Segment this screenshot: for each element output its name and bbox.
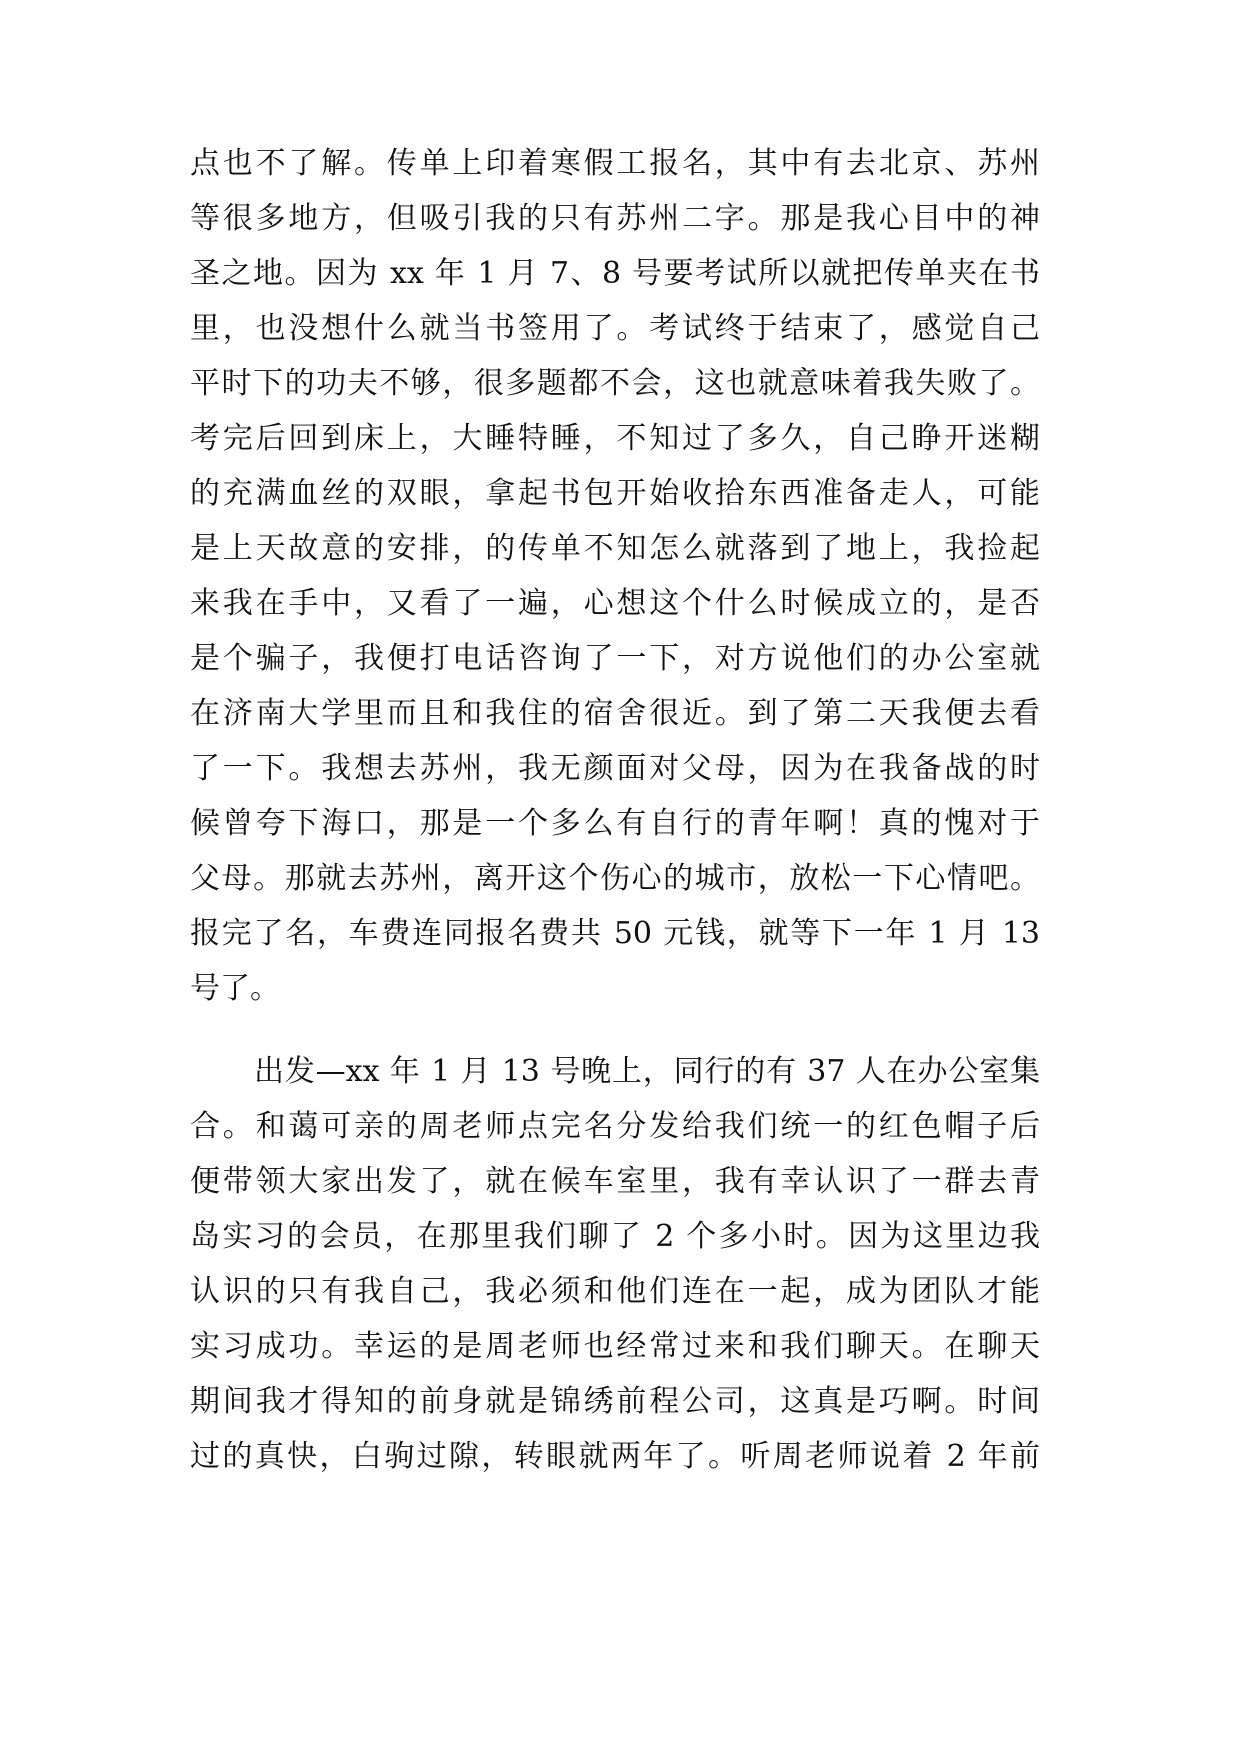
text-line: 认识的只有我自己，我必须和他们连在一起，成为团队才能 — [190, 1274, 1040, 1309]
text-line: 期间我才得知的前身就是锦绣前程公司，这真是巧啊。时间 — [190, 1384, 1040, 1419]
text-line: 合。和蔼可亲的周老师点完名分发给我们统一的红色帽子后 — [190, 1109, 1040, 1144]
paragraph-first-line: 出发—xx 年 1 月 13 号晚上，同行的有 37 人在办公室集 — [254, 1054, 1040, 1089]
text-line: 的充满血丝的双眼，拿起书包开始收拾东西准备走人，可能 — [190, 476, 1040, 511]
text-line: 等很多地方，但吸引我的只有苏州二字。那是我心目中的神 — [190, 201, 1040, 236]
text-line: 里，也没想什么就当书签用了。考试终于结束了，感觉自己 — [190, 311, 1040, 346]
text-line: 是上天故意的安排，的传单不知怎么就落到了地上，我捡起 — [190, 531, 1040, 566]
text-line: 考完后回到床上，大睡特睡，不知过了多久，自己睁开迷糊 — [190, 421, 1040, 456]
text-line: 报完了名，车费连同报名费共 50 元钱，就等下一年 1 月 13 — [190, 916, 1040, 951]
text-line: 实习成功。幸运的是周老师也经常过来和我们聊天。在聊天 — [190, 1329, 1040, 1364]
text-line: 在济南大学里而且和我住的宿舍很近。到了第二天我便去看 — [190, 696, 1040, 731]
text-line: 平时下的功夫不够，很多题都不会，这也就意味着我失败了。 — [190, 366, 1040, 401]
text-line: 是个骗子，我便打电话咨询了一下，对方说他们的办公室就 — [190, 641, 1040, 676]
text-line: 候曾夸下海口，那是一个多么有自行的青年啊！真的愧对于 — [190, 806, 1040, 841]
text-line: 父母。那就去苏州，离开这个伤心的城市，放松一下心情吧。 — [190, 861, 1040, 896]
text-line: 便带领大家出发了，就在候车室里，我有幸认识了一群去青 — [190, 1164, 1040, 1199]
text-line: 来我在手中，又看了一遍，心想这个什么时候成立的，是否 — [190, 586, 1040, 621]
text-line: 了一下。我想去苏州，我无颜面对父母，因为在我备战的时 — [190, 751, 1040, 786]
text-line: 过的真快，白驹过隙，转眼就两年了。听周老师说着 2 年前 — [190, 1439, 1040, 1474]
text-line: 号了。 — [190, 971, 280, 1006]
text-line: 点也不了解。传单上印着寒假工报名，其中有去北京、苏州 — [190, 146, 1040, 181]
text-line: 圣之地。因为 xx 年 1 月 7、8 号要考试所以就把传单夹在书 — [190, 256, 1040, 291]
text-line: 岛实习的会员，在那里我们聊了 2 个多小时。因为这里边我 — [190, 1219, 1040, 1254]
